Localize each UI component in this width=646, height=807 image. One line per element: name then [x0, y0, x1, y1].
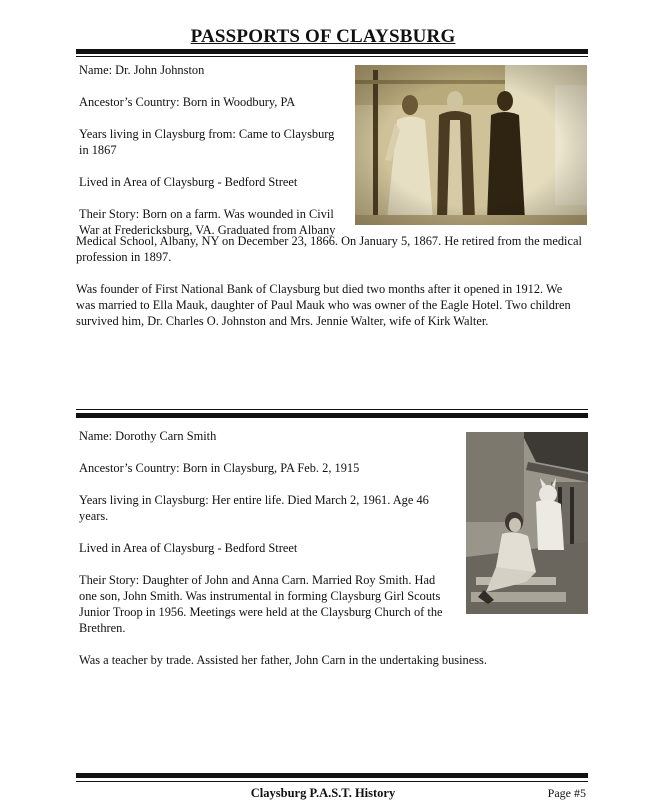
entry1-story-line4: profession in 1897.	[76, 250, 172, 264]
header-rule-thick	[76, 49, 588, 54]
entry2-details	[79, 428, 487, 668]
entry2-country: Ancestor’s Country: Born in Claysburg, PA Feb. 2, 1915	[79, 461, 360, 475]
footer-title: Claysburg P.A.S.T. History	[250, 786, 396, 800]
entry1-years-line2: in 1867	[79, 143, 117, 157]
entry2-story-line1: Their Story: Daughter of John and Anna Carn. Married Roy Smith. Had	[79, 573, 436, 587]
page-number: Page #5	[547, 786, 586, 800]
entry1-bank-line1: Was founder of First National Bank of Claysburg but died two months after it opened in 1912. We	[76, 282, 563, 296]
entry2-story-line2: one son, John Smith. Was instrumental in forming Claysburg Girl Scouts	[79, 589, 441, 603]
entry2-story-line3: Junior Troop in 1956. Meetings were held at the Claysburg Church of the	[79, 605, 443, 619]
entry2-photo	[466, 432, 588, 614]
entry1-years-line1: Years living in Claysburg from: Came to Claysburg	[79, 127, 335, 141]
header-rule-thin	[76, 56, 588, 57]
page-title: PASSPORTS OF CLAYSBURG	[190, 26, 456, 47]
entry2-trade: Was a teacher by trade. Assisted her father, John Carn in the undertaking business.	[79, 653, 487, 667]
entry2-story-line4: Brethren.	[79, 621, 126, 635]
entry1-story-line2: War at Fredericksburg, VA. Graduated from Albany	[79, 223, 336, 237]
entry1-details	[79, 62, 349, 238]
section-rule-thin	[76, 409, 588, 410]
footer-rule-thin	[76, 781, 588, 782]
entry1-photo	[355, 65, 587, 225]
entry2-years-line2: years.	[79, 509, 109, 523]
entry2-years-line1: Years living in Claysburg: Her entire life. Died March 2, 1961. Age 46	[79, 493, 429, 507]
entry1-name: Name: Dr. John Johnston	[79, 63, 205, 77]
entry1-photo-image	[355, 65, 587, 225]
entry1-story-line1: Their Story: Born on a farm. Was wounded in Civil	[79, 207, 334, 221]
entry1-story-continued	[76, 233, 591, 329]
entry2-area: Lived in Area of Claysburg - Bedford Street	[79, 541, 298, 555]
entry1-story-line3: Medical School, Albany, NY on December 23, 1866. On January 5, 1867. He retired from the medical	[76, 234, 582, 248]
entry2-name: Name: Dorothy Carn Smith	[79, 429, 217, 443]
entry1-area: Lived in Area of Claysburg - Bedford Street	[79, 175, 298, 189]
entry1-bank-line2: was married to Ella Mauk, daughter of Paul Mauk who was owner of the Eagle Hotel. Two children	[76, 298, 571, 312]
section-rule-thick	[76, 413, 588, 418]
entry2-photo-image	[466, 432, 588, 614]
footer-rule-thick	[76, 773, 588, 778]
entry1-country: Ancestor’s Country: Born in Woodbury, PA	[79, 95, 296, 109]
entry1-bank-line3: survived him, Dr. Charles O. Johnston and Mrs. Jennie Walter, wife of Kirk Walter.	[76, 314, 489, 328]
